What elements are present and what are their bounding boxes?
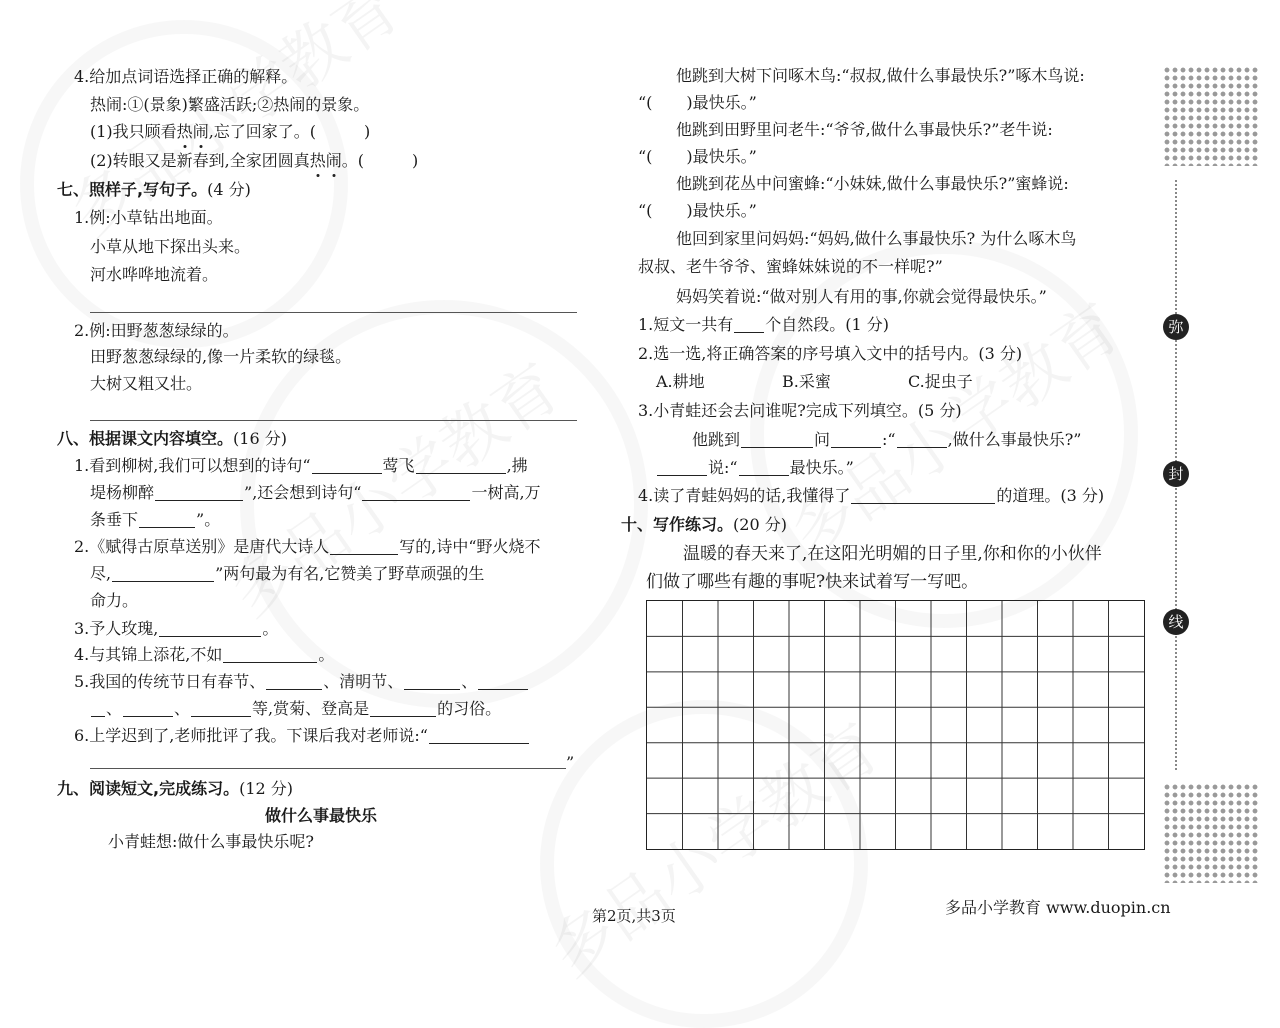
- s7-model-2: 田野葱葱绿绿的,像一片柔软的绿毯。: [90, 347, 352, 366]
- fill-blank[interactable]: [266, 673, 322, 690]
- fill-blank[interactable]: [159, 620, 261, 637]
- fill-blank[interactable]: [734, 316, 764, 333]
- option-c: C.捉虫子: [908, 372, 973, 391]
- s7-task-2: 大树又粗又壮。: [90, 374, 203, 393]
- r-q3: 3.小青蛙还会去问谁呢?完成下列填空。(5 分): [638, 401, 962, 420]
- r-q4: 4.读了青蛙妈妈的话,我懂得了 的道理。(3 分): [638, 486, 1105, 505]
- s8-item-4: 4.与其锦上添花,不如 。: [74, 645, 335, 664]
- fill-blank[interactable]: [312, 457, 382, 474]
- option-b: B.采蜜: [782, 372, 831, 391]
- story-paragraph-5-line-1: 他回到家里问妈妈:“妈妈,做什么事最快乐? 为什么啄木鸟: [676, 229, 1077, 248]
- s8-item-1-line-3: 条垂下 ”。: [90, 510, 221, 529]
- fill-blank[interactable]: [223, 646, 317, 663]
- binder-mark-mi: 弥: [1163, 314, 1189, 340]
- s8-item-2-line-1: 2.《赋得古原草送别》是唐代大诗人 写的,诗中“野火烧不: [74, 537, 541, 556]
- story-paragraph-6: 妈妈笑着说:“做对别人有用的事,你就会觉得最快乐。”: [676, 287, 1047, 306]
- s10-prompt-line-2: 们做了哪些有趣的事呢?快来试着写一写吧。: [646, 572, 979, 592]
- s10-prompt-line-1: 温暖的春天来了,在这阳光明媚的日子里,你和你的小伙伴: [683, 544, 1102, 564]
- fill-blank[interactable]: [155, 484, 243, 501]
- s8-item-2-line-3: 命力。: [90, 591, 139, 610]
- q4-item-1: (1)我只顾看热闹,忘了回家了。( ): [90, 122, 371, 141]
- binder-mark-feng: 封: [1163, 461, 1189, 487]
- fill-blank[interactable]: [478, 673, 528, 690]
- fill-blank[interactable]: [404, 673, 460, 690]
- fill-blank[interactable]: [139, 511, 195, 528]
- fill-blank[interactable]: [851, 487, 995, 504]
- section-9-title: 九、阅读短文,完成练习。(12 分): [57, 779, 294, 798]
- fill-blank[interactable]: [831, 431, 881, 448]
- fill-blank[interactable]: [416, 457, 506, 474]
- writing-grid[interactable]: [646, 600, 1145, 850]
- page-number: 第2页,共3页: [592, 907, 676, 925]
- s8-item-2-line-2: 尽, ”两句最为有名,它赞美了野草顽强的生: [90, 564, 485, 583]
- story-paragraph-4-answer: “( )最快乐。”: [638, 201, 757, 220]
- answer-line[interactable]: [90, 420, 577, 421]
- fill-blank[interactable]: [91, 700, 105, 717]
- s7-example-2: 2.例:田野葱葱绿绿的。: [74, 321, 239, 340]
- s8-item-1-line-2: 堤杨柳醉 ”,还会想到诗句“ 一树高,万: [90, 483, 541, 502]
- dot-pattern-bottom: [1163, 783, 1260, 883]
- r-q1: 1.短文一共有 个自然段。(1 分): [638, 315, 890, 334]
- section-7-title: 七、照样子,写句子。(4 分): [57, 180, 251, 199]
- s8-item-1-line-1: 1.看到柳树,我们可以想到的诗句“ 莺飞 ,拂: [74, 456, 528, 475]
- fill-blank[interactable]: [330, 538, 398, 555]
- story-paragraph-3-answer: “( )最快乐。”: [638, 147, 757, 166]
- s8-item-6-close-quote: ”: [566, 753, 575, 772]
- s8-item-5-line-2: 、 、 等,赏菊、登高是 的习俗。: [90, 698, 501, 720]
- s7-task-1: 河水哗哗地流着。: [90, 265, 219, 284]
- answer-line[interactable]: [90, 768, 566, 769]
- fill-blank[interactable]: [191, 700, 251, 717]
- fill-blank[interactable]: [370, 700, 436, 717]
- story-paragraph-2-answer: “( )最快乐。”: [638, 93, 757, 112]
- section-10-title: 十、写作练习。(20 分): [621, 515, 787, 534]
- s7-example-1: 1.例:小草钻出地面。: [74, 208, 223, 227]
- story-paragraph-4: 他跳到花丛中问蜜蜂:“小妹妹,做什么事最快乐?”蜜蜂说:: [676, 174, 1069, 193]
- q4-title: 4.给加点词语选择正确的解释。: [74, 67, 298, 86]
- fill-blank[interactable]: [362, 484, 470, 501]
- writing-grid-lines: [647, 601, 1144, 849]
- story-paragraph-2: 他跳到大树下问啄木鸟:“叔叔,做什么事最快乐?”啄木鸟说:: [676, 66, 1085, 85]
- story-title: 做什么事最快乐: [265, 806, 378, 825]
- r-q3-line-1: 他跳到 问 :“ ,做什么事最快乐?”: [692, 430, 1082, 449]
- story-paragraph-5-line-2: 叔叔、老牛爷爷、蜜蜂妹妹说的不一样呢?”: [638, 257, 943, 276]
- fill-blank[interactable]: [123, 700, 173, 717]
- s8-item-3: 3.予人玫瑰, 。: [74, 619, 279, 638]
- brand-footer: 多品小学教育 www.duopin.cn: [945, 898, 1171, 917]
- s8-item-6: 6.上学迟到了,老师批评了我。下课后我对老师说:“: [74, 725, 530, 747]
- r-q2: 2.选一选,将正确答案的序号填入文中的括号内。(3 分): [638, 344, 1023, 363]
- r-q3-line-2: 说:“ 最快乐。”: [656, 457, 854, 479]
- fill-blank[interactable]: [897, 431, 947, 448]
- binder-mark-xian: 线: [1163, 609, 1189, 635]
- fill-blank[interactable]: [741, 431, 813, 448]
- answer-line[interactable]: [90, 312, 577, 313]
- s7-model-1: 小草从地下探出头来。: [90, 237, 251, 256]
- option-a: A.耕地: [656, 372, 705, 391]
- fill-blank[interactable]: [739, 459, 789, 476]
- fill-blank[interactable]: [657, 459, 707, 476]
- s8-item-5-line-1: 5.我国的传统节日有春节、 、清明节、 、: [74, 671, 529, 693]
- story-paragraph-1: 小青蛙想:做什么事最快乐呢?: [108, 832, 314, 851]
- dot-pattern-top: [1163, 66, 1260, 166]
- section-8-title: 八、根据课文内容填空。(16 分): [57, 429, 287, 448]
- q4-definition: 热闹:①(景象)繁盛活跃;②热闹的景象。: [90, 95, 370, 114]
- story-paragraph-3: 他跳到田野里问老牛:“爷爷,做什么事最快乐?”老牛说:: [676, 120, 1053, 139]
- q4-item-2: (2)转眼又是新春到,全家团圆真热闹。( ): [90, 151, 419, 170]
- fill-blank[interactable]: [112, 565, 214, 582]
- fill-blank[interactable]: [429, 727, 529, 744]
